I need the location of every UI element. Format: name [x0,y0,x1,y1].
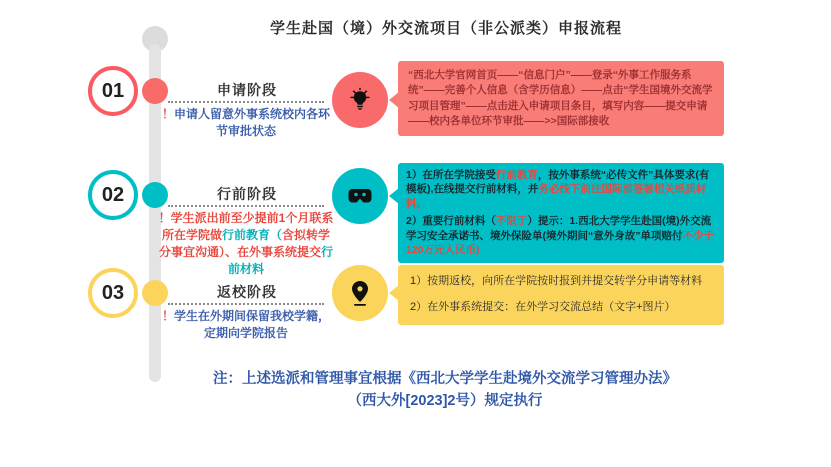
timeline-dot-stage3 [142,280,168,306]
page-title: 学生赴国（境）外交流项目（非公派类）申报流程 [269,20,622,37]
stage-bubble-3 [398,265,724,325]
timeline-dot-stage2 [142,182,168,208]
map-pin-glyph [347,279,373,307]
map-pin-icon [332,265,388,321]
bubble-2-item-1: 1）在所在学院接受行前教育，按外事系统“必传文件”具体要求(有模板),在线提交行前材料，并务必线下前往国际部签署相关纸质材料。 [406,169,710,210]
footnote [115,369,775,413]
footnote-line-1: 注：上述选派和管理事宜根据《西北大学学生赴境外交流学习管理办法》 [213,371,677,387]
stage-note-1: ！申请人留意外事系统校内各环节审批状态 [161,107,331,139]
lightbulb-icon [332,72,388,128]
bubble-tail-1 [389,92,399,108]
bubble-1-text: “西北大学官网首页——“信息门户”——登录“外事工作服务系统”——完善个人信息（含学历信息）——点击“学生国境外交流学习项目管理”——点击进入申请项目条目，填写内容——提交申请——校内各单位环节审批——>>国际部接收 [408,69,713,127]
stage-number-badge-3: 03 [88,268,138,318]
bubble-3-item-2: 2）在外事系统提交：在外学习交流总结（文字+图片） [410,301,676,314]
stage-title-1: 申请阶段 [217,82,277,98]
stage-number-badge-2: 02 [88,170,138,220]
bubble-3-item-1: 1）按期返校，向所在学院按时报到并提交转学分申请等材料 [410,275,703,287]
goggles-icon [332,168,388,224]
stage-title-2: 行前阶段 [217,186,277,202]
stage-bubble-2 [398,163,724,263]
bubble-tail-2 [389,188,399,204]
stage-number-badge-1: 01 [88,66,138,116]
stage-title-3: 返校阶段 [217,284,277,300]
stage-bubble-1 [398,61,724,136]
stage-note-3: ！学生在外期间保留我校学籍，定期向学院报告 [161,309,331,341]
stage-note-2: ！学生派出前至少提前1个月联系所在学院做行前教育（含拟转学分事宜沟通）、在外事系统提交行前材料 [158,211,334,277]
goggles-glyph [345,181,375,211]
footnote-line-2: （西大外[2023]2号）规定执行 [347,392,543,409]
stage-divider-1 [168,101,324,103]
stage-divider-2 [168,205,324,207]
stage-divider-3 [168,303,324,305]
bubble-tail-3 [389,285,399,301]
timeline-dot-stage1 [142,78,168,104]
lightbulb-glyph [346,86,374,114]
bubble-2-item-2: 2）重要行前材料（不限于）提示：1.西北大学学生赴国(境)外交流学习安全承诺书、境外保险单(境外期间“意外身故”单项赔付不少于120万元人民币) [406,215,714,257]
